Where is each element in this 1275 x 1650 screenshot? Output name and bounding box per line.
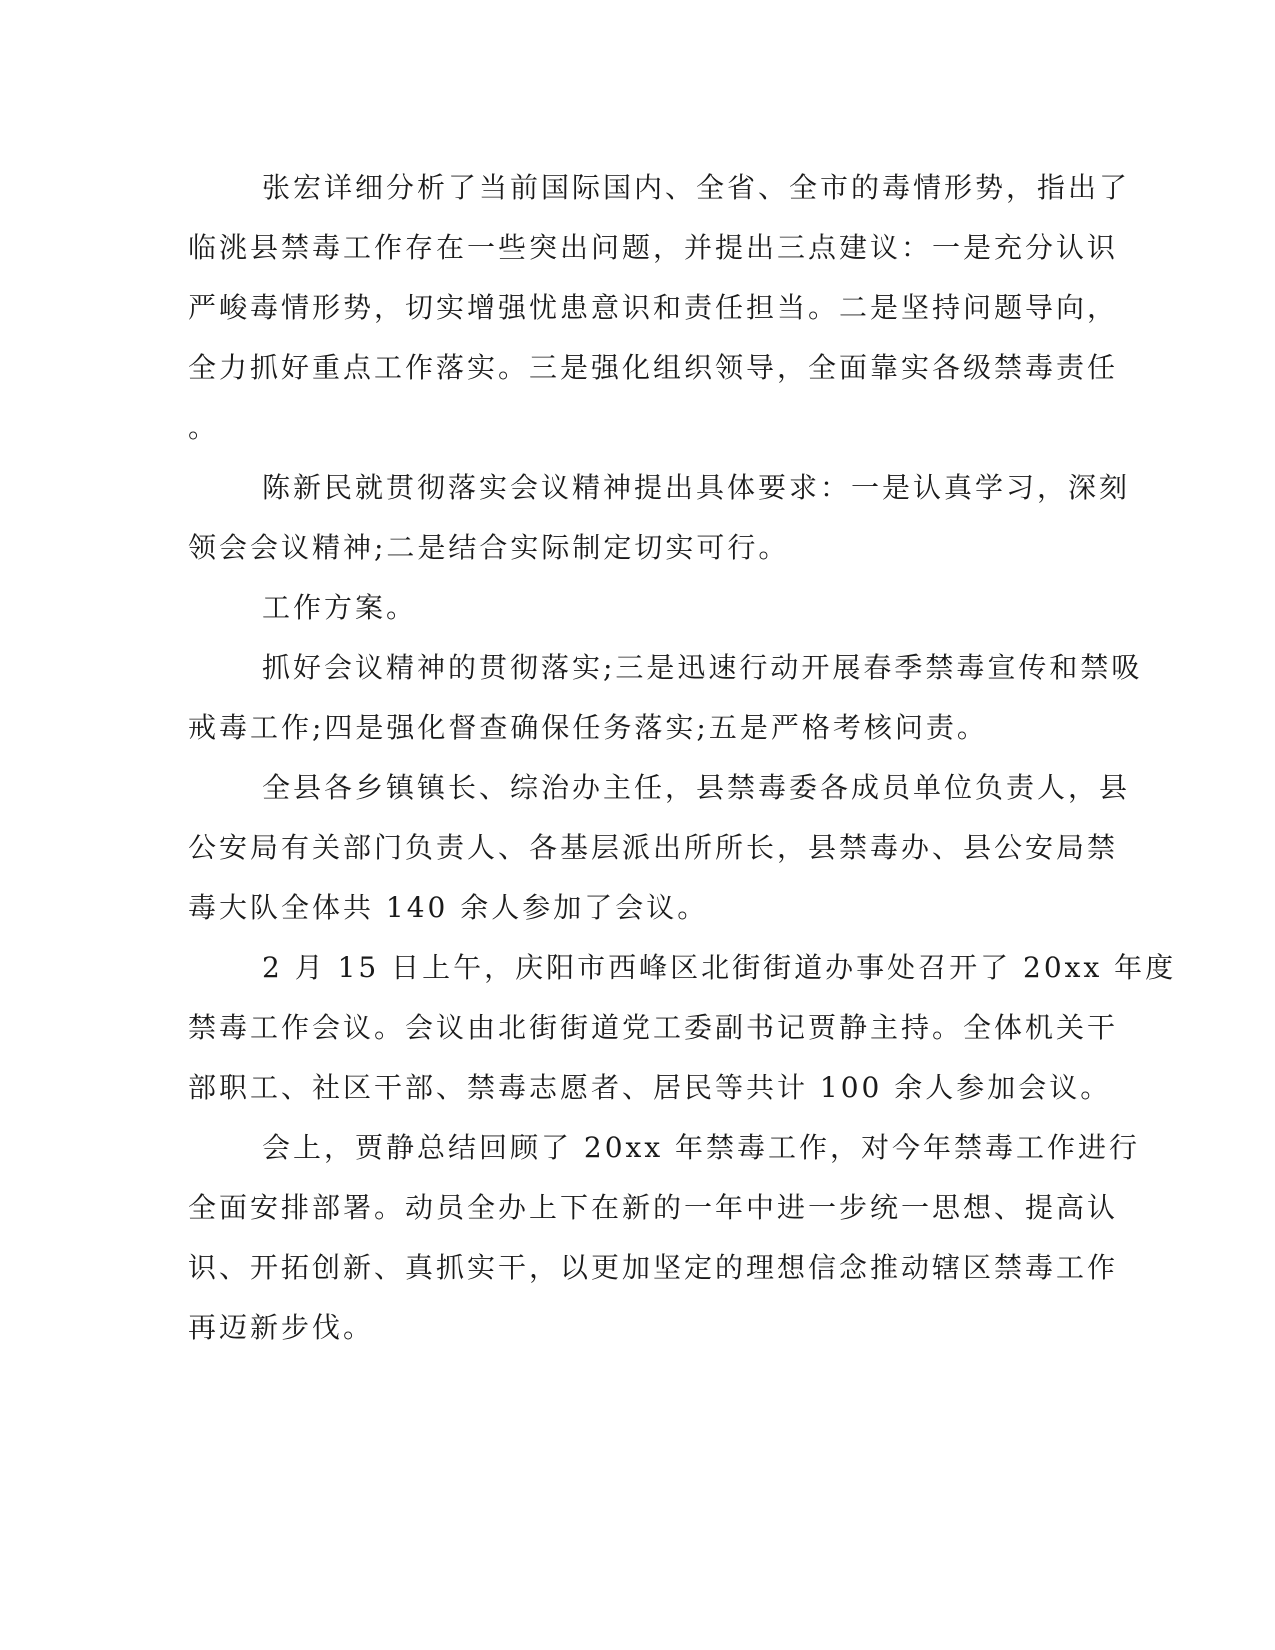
paragraph-7-line-2: 全面安排部署。动员全办上下在新的一年中进一步统一思想、提高认 xyxy=(188,1191,1119,1224)
paragraph-3-line-1: 工作方案。 xyxy=(262,591,418,624)
paragraph-5-line-1: 全县各乡镇镇长、综治办主任，县禁毒委各成员单位负责人，县 xyxy=(262,771,1131,804)
paragraph-7-line-1: 会上，贾静总结回顾了 20xx 年禁毒工作，对今年禁毒工作进行 xyxy=(262,1131,1141,1164)
paragraph-1-line-3: 严峻毒情形势，切实增强忧患意识和责任担当。二是坚持问题导向， xyxy=(188,291,1119,324)
paragraph-6-line-2: 禁毒工作会议。会议由北街街道党工委副书记贾静主持。全体机关干 xyxy=(188,1011,1119,1044)
paragraph-1-line-1: 张宏详细分析了当前国际国内、全省、全市的毒情形势，指出了 xyxy=(262,171,1131,204)
paragraph-5-line-2: 公安局有关部门负责人、各基层派出所所长，县禁毒办、县公安局禁 xyxy=(188,831,1119,864)
paragraph-1-line-5: 。 xyxy=(188,411,220,444)
paragraph-5-line-3: 毒大队全体共 140 余人参加了会议。 xyxy=(188,891,709,924)
paragraph-4-line-2: 戒毒工作;四是强化督查确保任务落实;五是严格考核问责。 xyxy=(188,711,988,744)
paragraph-6-line-1: 2 月 15 日上午，庆阳市西峰区北街街道办事处召开了 20xx 年度 xyxy=(262,951,1177,984)
paragraph-1-line-2: 临洮县禁毒工作存在一些突出问题，并提出三点建议：一是充分认识 xyxy=(188,231,1119,264)
paragraph-6-line-3: 部职工、社区干部、禁毒志愿者、居民等共计 100 余人参加会议。 xyxy=(188,1071,1112,1104)
paragraph-2-line-2: 领会会议精神;二是结合实际制定切实可行。 xyxy=(188,531,790,564)
paragraph-4-line-1: 抓好会议精神的贯彻落实;三是迅速行动开展春季禁毒宣传和禁吸 xyxy=(262,651,1143,684)
document-body xyxy=(188,158,1177,1358)
paragraph-2-line-1: 陈新民就贯彻落实会议精神提出具体要求：一是认真学习，深刻 xyxy=(262,471,1131,504)
paragraph-7-line-3: 识、开拓创新、真抓实干，以更加坚定的理想信念推动辖区禁毒工作 xyxy=(188,1251,1119,1284)
paragraph-1-line-4: 全力抓好重点工作落实。三是强化组织领导，全面靠实各级禁毒责任 xyxy=(188,351,1119,384)
paragraph-7-line-4: 再迈新步伐。 xyxy=(188,1311,375,1344)
